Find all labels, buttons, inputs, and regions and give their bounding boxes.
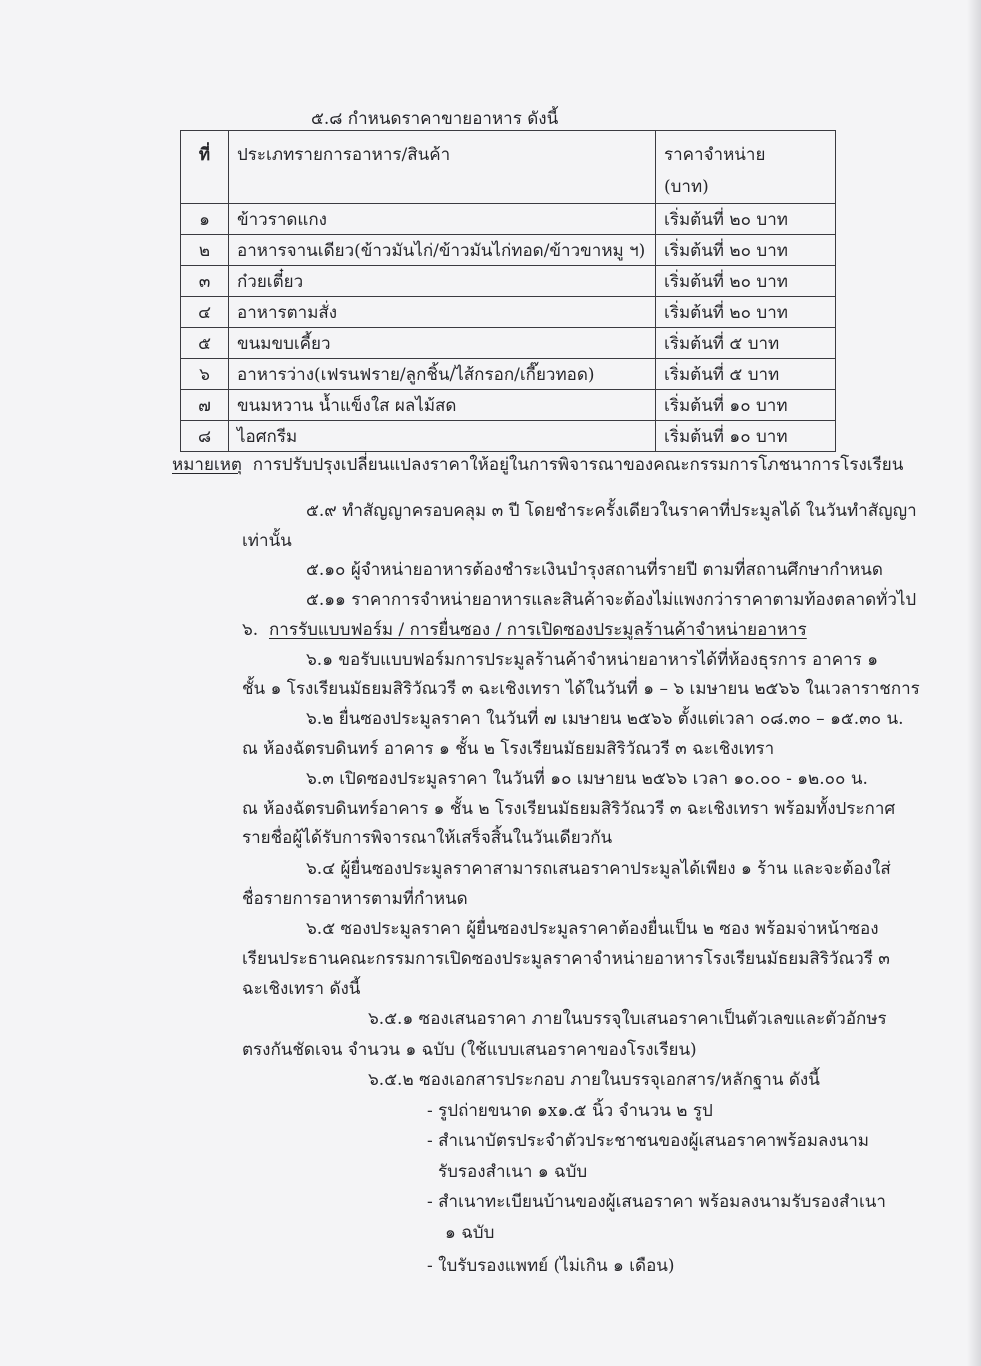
section-6-5-line1: ๖.๕ ซองประมูลราคา ผู้ยื่นซองประมูลราคาต้องยื่นเป็น ๒ ซอง พร้อมจ่าหน้าซอง: [306, 919, 879, 939]
row-no: ๖: [181, 359, 229, 390]
row-no: ๗: [181, 390, 229, 421]
section-6-2-line1: ๖.๒ ยื่นซองประมูลราคา ในวันที่ ๗ เมษายน ๒๕๖๖ ตั้งแต่เวลา ๐๘.๓๐ – ๑๕.๓๐ น.: [306, 709, 904, 729]
table-row: [181, 266, 836, 297]
row-price: เริ่มต้นที่ ๒๐ บาท: [656, 297, 836, 328]
table-row: [181, 235, 836, 266]
table-header-row: [181, 131, 836, 204]
section-6-5-line3: ฉะเชิงเทรา ดังนี้: [242, 979, 361, 999]
page-edge-shadow: [967, 0, 981, 1366]
section-6-2-line2: ณ ห้องฉัตรบดินทร์ อาคาร ๑ ชั้น ๒ โรงเรียนมัธยมสิริวัณวรี ๓ ฉะเชิงเทรา: [242, 739, 775, 759]
section-6-number: ๖.: [242, 620, 259, 640]
section-5-11: ๕.๑๑ ราคาการจำหน่ายอาหารและสินค้าจะต้องไม่แพงกว่าราคาตามท้องตลาดทั่วไป: [306, 590, 917, 610]
bullet-medical-cert: - ใบรับรองแพทย์ (ไม่เกิน ๑ เดือน): [427, 1256, 675, 1276]
row-no: ๕: [181, 328, 229, 359]
section-5-9-line1: ๕.๙ ทำสัญญาครอบคลุม ๓ ปี โดยชำระครั้งเดียวในราคาที่ประมูลได้ ในวันทำสัญญา: [306, 501, 917, 521]
section-6-4-line1: ๖.๔ ผู้ยื่นซองประมูลราคาสามารถเสนอราคาประมูลได้เพียง ๑ ร้าน และจะต้องใส่: [306, 859, 891, 879]
row-item: อาหารว่าง(เฟรนฟราย/ลูกชิ้น/ไส้กรอก/เกี๊ยวทอด): [229, 359, 656, 390]
header-price: [656, 131, 836, 204]
price-table: [180, 130, 836, 452]
section-6-4-line2: ชื่อรายการอาหารตามที่กำหนด: [242, 889, 468, 909]
row-item: ขนมขบเคี้ยว: [229, 328, 656, 359]
section-6-3-line2: ณ ห้องฉัตรบดินทร์อาคาร ๑ ชั้น ๒ โรงเรียนมัธยมสิริวัณวรี ๓ ฉะเชิงเทรา พร้อมทั้งประกาศ: [242, 799, 896, 819]
section-6-3-line1: ๖.๓ เปิดซองประมูลราคา ในวันที่ ๑๐ เมษายน ๒๕๖๖ เวลา ๑๐.๐๐ - ๑๒.๐๐ น.: [306, 769, 868, 789]
row-no: ๒: [181, 235, 229, 266]
row-price: เริ่มต้นที่ ๒๐ บาท: [656, 235, 836, 266]
row-item: ไอศกรีม: [229, 421, 656, 452]
row-no: ๘: [181, 421, 229, 452]
header-price-unit: (บาท): [664, 177, 709, 197]
section-6-5-1-line2: ตรงกันชัดเจน จำนวน ๑ ฉบับ (ใช้แบบเสนอราคาของโรงเรียน): [242, 1040, 697, 1060]
section-5-9-line2: เท่านั้น: [242, 531, 292, 551]
bullet-house-reg-line1: - สำเนาทะเบียนบ้านของผู้เสนอราคา พร้อมลงนามรับรองสำเนา: [427, 1192, 886, 1212]
row-no: ๓: [181, 266, 229, 297]
header-price-label: ราคาจำหน่าย: [664, 145, 766, 165]
row-price: เริ่มต้นที่ ๒๐ บาท: [656, 204, 836, 235]
row-item: ก๋วยเตี๋ยว: [229, 266, 656, 297]
section-6-5-2: ๖.๕.๒ ซองเอกสารประกอบ ภายในบรรจุเอกสาร/หลักฐาน ดังนี้: [368, 1070, 820, 1090]
header-no: ที่: [181, 131, 229, 204]
table-row: [181, 390, 836, 421]
row-item: อาหารตามสั่ง: [229, 297, 656, 328]
header-item: ประเภทรายการอาหาร/สินค้า: [229, 131, 656, 204]
section-6-title: การรับแบบฟอร์ม / การยื่นซอง / การเปิดซองประมูลร้านค้าจำหน่ายอาหาร: [269, 620, 807, 640]
bullet-house-reg-line2: ๑ ฉบับ: [445, 1223, 495, 1243]
section-6-heading: [242, 622, 807, 639]
table-row: [181, 204, 836, 235]
row-item: ข้าวราดแกง: [229, 204, 656, 235]
row-item: ขนมหวาน น้ำแข็งใส ผลไม้สด: [229, 390, 656, 421]
row-price: เริ่มต้นที่ ๕ บาท: [656, 328, 836, 359]
row-price: เริ่มต้นที่ ๒๐ บาท: [656, 266, 836, 297]
row-price: เริ่มต้นที่ ๑๐ บาท: [656, 421, 836, 452]
table-row: [181, 359, 836, 390]
table-row: [181, 297, 836, 328]
bullet-id-card-line2: รับรองสำเนา ๑ ฉบับ: [438, 1162, 588, 1182]
row-item: อาหารจานเดียว(ข้าวมันไก่/ข้าวมันไก่ทอด/ข้าวขาหมู ฯ): [229, 235, 656, 266]
section-5-8-heading: ๕.๘ กำหนดราคาขายอาหาร ดังนี้: [311, 109, 559, 129]
row-no: ๔: [181, 297, 229, 328]
note-text: การปรับปรุงเปลี่ยนแปลงราคาให้อยู่ในการพิจารณาของคณะกรรมการโภชนาการโรงเรียน: [252, 455, 904, 475]
row-price: เริ่มต้นที่ ๕ บาท: [656, 359, 836, 390]
section-6-5-line2: เรียนประธานคณะกรรมการเปิดซองประมูลราคาจำหน่ายอาหารโรงเรียนมัธยมสิริวัณวรี ๓: [242, 949, 890, 969]
section-6-1-line1: ๖.๑ ขอรับแบบฟอร์มการประมูลร้านค้าจำหน่ายอาหารได้ที่ห้องธุรการ อาคาร ๑: [306, 650, 878, 670]
bullet-id-card-line1: - สำเนาบัตรประจำตัวประชาชนของผู้เสนอราคาพร้อมลงนาม: [427, 1131, 869, 1151]
row-price: เริ่มต้นที่ ๑๐ บาท: [656, 390, 836, 421]
row-no: ๑: [181, 204, 229, 235]
section-5-10: ๕.๑๐ ผู้จำหน่ายอาหารต้องชำระเงินบำรุงสถานที่รายปี ตามที่สถานศึกษากำหนด: [306, 560, 883, 580]
table-row: [181, 328, 836, 359]
section-6-3-line3: รายชื่อผู้ได้รับการพิจารณาให้เสร็จสิ้นในวันเดียวกัน: [242, 828, 613, 848]
note-label: หมายเหตุ: [172, 455, 242, 475]
bullet-photo: - รูปถ่ายขนาด ๑x๑.๕ นิ้ว จำนวน ๒ รูป: [427, 1101, 713, 1121]
section-6-5-1-line1: ๖.๕.๑ ซองเสนอราคา ภายในบรรจุใบเสนอราคาเป็นตัวเลขและตัวอักษร: [368, 1009, 887, 1029]
table-row: [181, 421, 836, 452]
section-6-1-line2: ชั้น ๑ โรงเรียนมัธยมสิริวัณวรี ๓ ฉะเชิงเทรา ได้ในวันที่ ๑ – ๖ เมษายน ๒๕๖๖ ในเวลาราชการ: [242, 679, 920, 699]
note: [172, 457, 903, 474]
